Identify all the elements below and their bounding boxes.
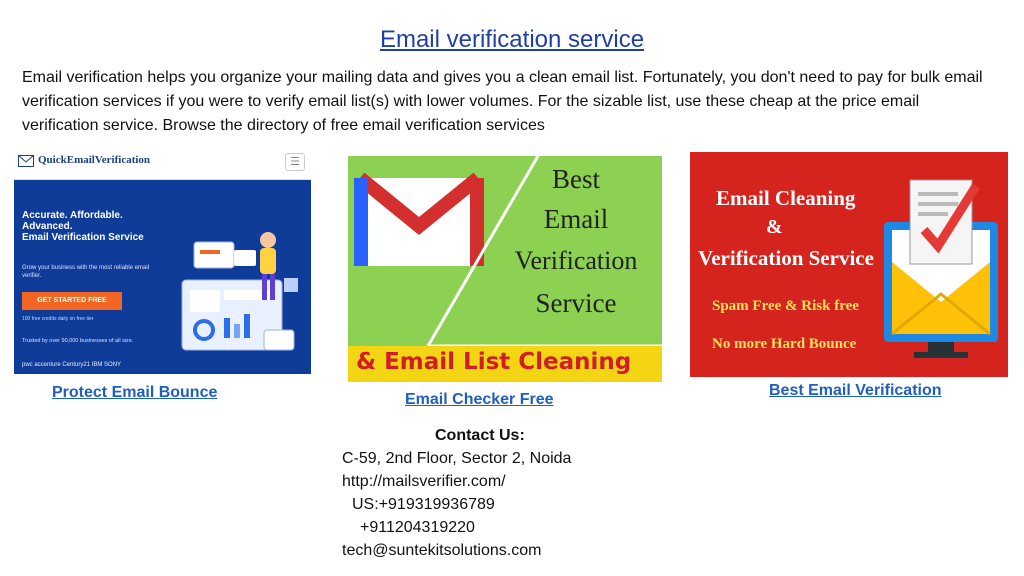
hero-trust: Trusted by over 90,000 businesses of all size. [22,338,134,344]
image-hero [14,180,311,374]
no-hard-bounce-text: No more Hard Bounce [712,336,857,352]
verification-text: Verification [514,246,638,275]
spam-free-text: Spam Free & Risk free [712,298,859,314]
page-title[interactable]: Email verification service [379,26,645,53]
email-cleaning-text: Email Cleaning [716,186,856,210]
hero-subheadline: Email Verification Service [22,232,144,243]
brand-logos: pwc accenture Century21 IBM SONY [22,362,122,368]
service-text: Service [535,288,617,318]
protect-email-bounce-link[interactable]: Protect Email Bounce [52,384,218,401]
intro-paragraph: Email verification helps you organize your mailing data and gives you a clean email list. Fortunately, you don't need to pay for bulk email verification services if you were to verify email list(s) with lower volumes. For the sizable list, use these cheap at the price email verification service. Browse the directory of free email verification services [22,69,983,134]
hamburger-menu-icon: ☰ [285,153,305,171]
contact-heading: Contact Us: [435,427,525,444]
email-text: Email [543,204,609,234]
email-checker-free-link[interactable]: Email Checker Free [405,391,554,408]
get-started-button: GET STARTED FREE [22,292,122,310]
envelope-check-icon [880,166,1004,366]
email-list-cleaning-banner: & Email List Cleaning [356,349,632,375]
hero-body: Grow your business with the most reliable email verifier. [22,265,150,279]
contact-phone-2: +911204319220 [360,519,475,536]
quickemailverification-image[interactable] [14,146,311,374]
hero-note: 100 free credits daily on free tier [22,316,94,322]
mail-icon [18,155,34,167]
quickemail-logo: QuickEmailVerification [38,154,151,166]
ampersand-text: & [766,216,783,238]
dashboard-illustration [164,220,304,370]
contact-website[interactable]: http://mailsverifier.com/ [342,473,506,490]
best-email-verification-image[interactable] [348,156,662,382]
hero-headline: Accurate. Affordable. Advanced. [22,210,123,232]
contact-address: C-59, 2nd Floor, Sector 2, Noida [342,450,572,467]
best-email-verification-link[interactable]: Best Email Verification [769,382,942,399]
verification-service-text: Verification Service [698,246,874,270]
contact-email[interactable]: tech@suntekitsolutions.com [342,542,542,559]
image-header-bar [14,146,311,180]
email-cleaning-service-image[interactable] [690,152,1008,377]
contact-block [342,424,642,562]
best-text: Best [551,164,600,194]
contact-phone-us: US:+919319936789 [352,496,495,513]
